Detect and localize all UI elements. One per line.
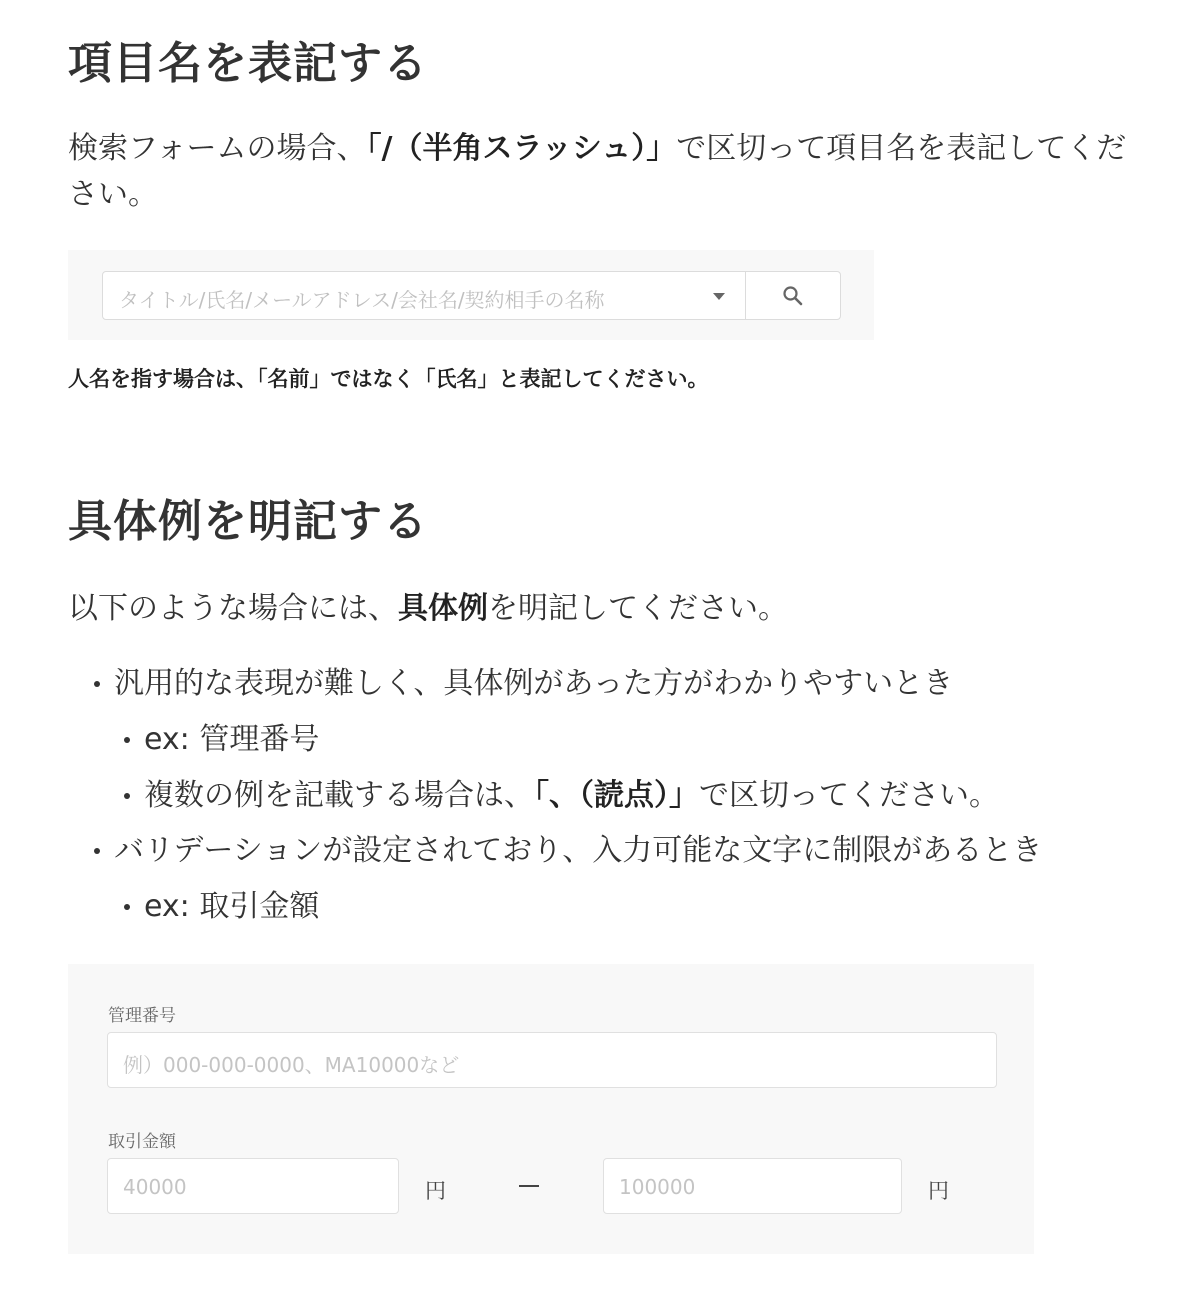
section2-intro <box>68 586 1138 632</box>
bullet-icon <box>94 848 100 854</box>
amount-max-input[interactable] <box>603 1158 902 1214</box>
list-item: ex: 管理番号 <box>68 720 319 760</box>
list-item: 汎用的な表現が難しく、具体例があった方がわかりやすいとき <box>68 664 953 704</box>
intro-bold-text: 「/（半角スラッシュ）」 <box>366 131 677 166</box>
bullet-icon <box>124 793 130 799</box>
amount-min-input[interactable] <box>107 1158 399 1214</box>
management-number-input[interactable] <box>107 1032 997 1088</box>
search-placeholder: タイトル/氏名/メールアドレス/会社名/契約相手の名称 <box>119 288 605 312</box>
intro-bold-text: 具体例 <box>398 591 488 626</box>
bullet-icon <box>124 737 130 743</box>
section-title-item-names: 項目名を表記する <box>68 38 428 89</box>
list-item: ex: 取引金額 <box>68 887 319 927</box>
list-item: 複数の例を記載する場合は、「、（読点）」で区切ってください。 <box>68 776 999 816</box>
search-form-example <box>68 250 874 340</box>
intro-text: 以下のような場合には、 <box>68 591 398 626</box>
intro-text-end: で区切って項目名を表記してください。 <box>68 131 1127 212</box>
amount-min-placeholder: 40000 <box>123 1175 187 1199</box>
management-number-label: 管理番号 <box>108 1006 176 1026</box>
bullet-icon <box>124 904 130 910</box>
section1-intro <box>68 126 1138 218</box>
section-title-examples: 具体例を明記する <box>68 496 428 547</box>
amount-max-placeholder: 100000 <box>619 1175 696 1199</box>
range-separator <box>519 1185 539 1187</box>
bullet-icon <box>94 681 100 687</box>
management-number-placeholder: 例）000-000-0000、MA10000など <box>123 1053 460 1077</box>
intro-text: 検索フォームの場合、 <box>68 131 367 166</box>
search-input[interactable] <box>102 271 746 320</box>
form-example <box>68 964 1034 1254</box>
caret-down-icon[interactable] <box>713 293 725 300</box>
transaction-amount-label: 取引金額 <box>108 1132 176 1152</box>
yen-unit-min: 円 <box>425 1179 446 1203</box>
search-button[interactable] <box>745 271 841 320</box>
name-note: 人名を指す場合は、「名前」ではなく「氏名」と表記してください。 <box>68 367 709 391</box>
search-icon <box>782 285 804 307</box>
intro-text-end: を明記してください。 <box>488 591 788 626</box>
list-item: バリデーションが設定されており、入力可能な文字に制限があるとき <box>68 831 1042 871</box>
yen-unit-max: 円 <box>928 1179 949 1203</box>
